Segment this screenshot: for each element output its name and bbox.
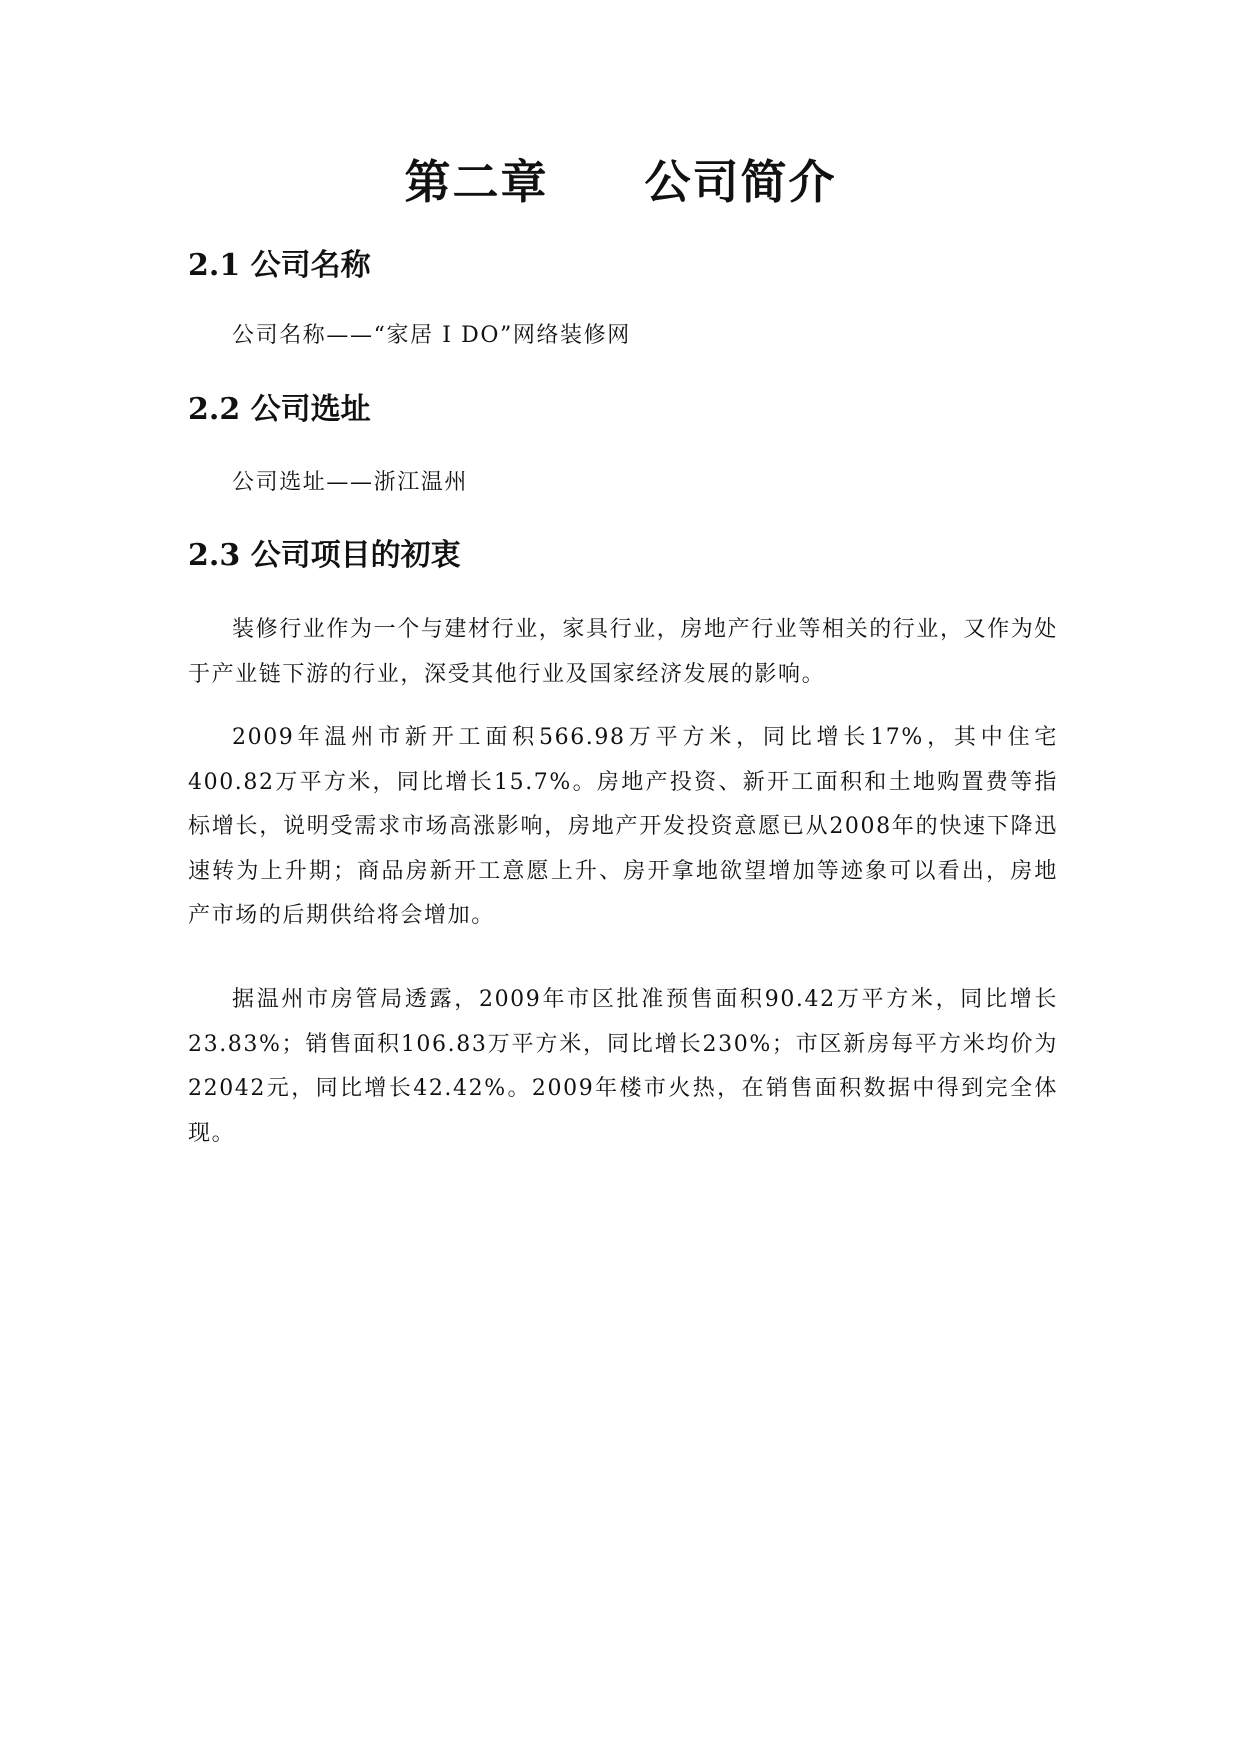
paragraph-sales-stats: 据温州市房管局透露，2009年市区批准预售面积90.42万平方米，同比增长23.83%；销售面积106.83万平方米，同比增长230%；市区新房每平方米均价为22042元，同比增长42.42%。2009年楼市火热，在销售面积数据中得到完全体现。 xyxy=(188,987,1058,1146)
company-location-text: 公司选址——浙江温州 xyxy=(232,470,469,495)
company-name-text: 公司名称——“家居 I DO”网络装修网 xyxy=(232,323,631,348)
section-heading-company-location: 2.2 公司选址 xyxy=(188,392,371,427)
chapter-title: 第二章 公司简介 xyxy=(404,155,837,209)
paragraph-new-construction-stats: 2009年温州市新开工面积566.98万平方米，同比增长17%，其中住宅400.82万平方米，同比增长15.7%。房地产投资、新开工面积和土地购置费等指标增长，说明受需求市场高涨影响，房地产开发投资意愿已从2008年的快速下降迅速转为上升期；商品房新开工意愿上升、房开拿地欲望增加等迹象可以看出，房地产市场的后期供给将会增加。 xyxy=(188,725,1058,928)
paragraph-industry-overview: 装修行业作为一个与建材行业，家具行业，房地产行业等相关的行业，又作为处于产业链下游的行业，深受其他行业及国家经济发展的影响。 xyxy=(188,617,1059,687)
section-heading-company-name: 2.1 公司名称 xyxy=(188,248,371,283)
section-heading-project-purpose: 2.3 公司项目的初衷 xyxy=(188,538,461,573)
